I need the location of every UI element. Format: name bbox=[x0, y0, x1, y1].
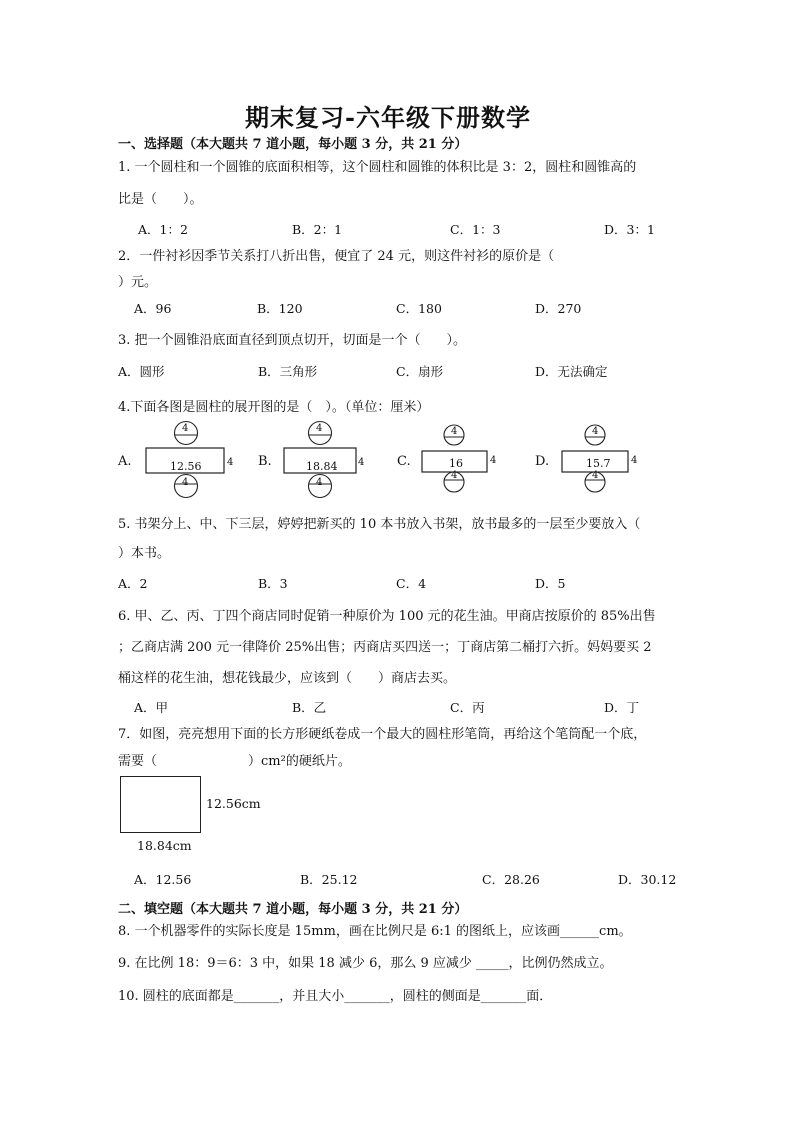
q1-option-a: A．1：2 bbox=[138, 222, 188, 237]
section-heading-fill-in: 二、填空题（本大题共 7 道小题，每小题 3 分，共 21 分） bbox=[118, 902, 468, 917]
q5-text-line1: 5. 书架分上、中、下三层，婷婷把新买的 10 本书放入书架，放书最多的一层至少要放入（ bbox=[118, 517, 641, 532]
q4-figure-d-length: 15.7 bbox=[586, 457, 611, 470]
q4-figure-a-letter: A. bbox=[118, 454, 132, 469]
q4-figure-a-top-diameter: 4 bbox=[182, 423, 189, 434]
q7-width-label: 18.84cm bbox=[137, 838, 192, 853]
q4-figure-d-width: 4 bbox=[631, 455, 638, 466]
q4-figure-b-width: 4 bbox=[358, 457, 365, 468]
q10-text: 10. 圆柱的底面都是_______，并且大小_______，圆柱的侧面是_______面． bbox=[118, 989, 553, 1004]
q1-text-line2: 比是（ ）。 bbox=[118, 192, 203, 207]
q4-figure-b-letter: B. bbox=[258, 454, 272, 469]
q8-text: 8. 一个机器零件的实际长度是 15mm，画在比例尺是 6:1 的图纸上，应该画______cm。 bbox=[118, 924, 632, 939]
q2-option-d: D．270 bbox=[535, 301, 582, 316]
q6-option-a: A．甲 bbox=[134, 700, 169, 715]
q3-option-c: C．扇形 bbox=[396, 364, 444, 379]
q3-option-b: B．三角形 bbox=[258, 364, 318, 379]
section-heading-choice: 一、选择题（本大题共 7 道小题，每小题 3 分，共 21 分） bbox=[118, 137, 468, 152]
q4-figure-b-bottom-diameter: 4 bbox=[316, 477, 323, 488]
q7-text-line1: 7．如图，亮亮想用下面的长方形硬纸卷成一个最大的圆柱形笔筒，再给这个笔筒配一个底， bbox=[118, 727, 647, 742]
q1-text-line1: 1. 一个圆柱和一个圆锥的底面积相等，这个圆柱和圆锥的体积比是 3：2，圆柱和圆锥高的 bbox=[118, 160, 637, 175]
q6-text-line3: 桶这样的花生油，想花钱最少，应该到（ ）商店去买。 bbox=[118, 671, 457, 686]
q7-height-label: 12.56cm bbox=[206, 796, 261, 811]
q7-option-a: A．12.56 bbox=[134, 872, 192, 887]
q6-text-line1: 6. 甲、乙、丙、丁四个商店同时促销一种原价为 100 元的花生油。甲商店按原价的 85%出售 bbox=[118, 609, 656, 624]
q4-figure-c-top-diameter: 4 bbox=[451, 426, 458, 437]
q1-option-d: D．3：1 bbox=[604, 222, 655, 237]
q6-option-c: C．丙 bbox=[450, 700, 485, 715]
q7-option-d: D．30.12 bbox=[618, 872, 677, 887]
q2-option-c: C．180 bbox=[396, 301, 442, 316]
q7-option-b: B．25.12 bbox=[300, 872, 358, 887]
q4-figure-c-bottom-diameter: 4 bbox=[451, 470, 458, 481]
q4-figure-d-bottom-diameter: 4 bbox=[592, 470, 599, 481]
q4-figure-b-length: 18.84 bbox=[306, 460, 338, 473]
q4-figure-a-width: 4 bbox=[227, 457, 234, 468]
q2-option-a: A．96 bbox=[134, 301, 172, 316]
q3-option-a: A．圆形 bbox=[118, 364, 165, 379]
q4-text-line1: 4.下面各图是圆柱的展开图的是（ ）。（单位：厘米） bbox=[118, 400, 430, 415]
q2-text-line1: 2．一件衬衫因季节关系打八折出售，便宜了 24 元，则这件衬衫的原价是（ bbox=[118, 249, 555, 264]
q4-figure-b-top-diameter: 4 bbox=[316, 423, 323, 434]
q4-figure-c-width: 4 bbox=[490, 455, 497, 466]
q4-figure-a-length: 12.56 bbox=[170, 460, 202, 473]
q4-figure-c-letter: C. bbox=[397, 454, 411, 469]
q5-option-c: C．4 bbox=[396, 576, 427, 591]
q2-text-line2: ）元。 bbox=[118, 275, 158, 290]
q7-cardboard-rectangle bbox=[120, 776, 201, 833]
q9-text: 9. 在比例 18：9＝6：3 中，如果 18 减少 6，那么 9 应减少 _____，比例仍然成立。 bbox=[118, 956, 613, 971]
q6-option-b: B．乙 bbox=[292, 700, 327, 715]
q4-figure-d-top-diameter: 4 bbox=[592, 426, 599, 437]
page-title: 期末复习-六年级下册数学 bbox=[245, 103, 531, 132]
q3-option-d: D．无法确定 bbox=[535, 364, 608, 379]
q7-text-line2: 需要（ ）cm²的硬纸片。 bbox=[118, 754, 351, 769]
q2-option-b: B．120 bbox=[257, 301, 303, 316]
q7-option-c: C．28.26 bbox=[482, 872, 540, 887]
q4-figure-c-length: 16 bbox=[449, 457, 463, 470]
q4-figure-a-bottom-diameter: 4 bbox=[182, 477, 189, 488]
q6-text-line2: ；乙商店满 200 元一律降价 25%出售；丙商店买四送一；丁商店第二桶打六折。妈妈要买 2 bbox=[118, 640, 652, 655]
q6-option-d: D．丁 bbox=[604, 700, 640, 715]
q5-option-b: B．3 bbox=[258, 576, 288, 591]
q1-option-c: C．1：3 bbox=[450, 222, 501, 237]
q5-option-a: A．2 bbox=[118, 576, 148, 591]
q1-option-b: B．2：1 bbox=[292, 222, 343, 237]
q3-text-line1: 3. 把一个圆锥沿底面直径到顶点切开，切面是一个（ ）。 bbox=[118, 333, 467, 348]
q5-option-d: D．5 bbox=[535, 576, 566, 591]
q5-text-line2: ）本书。 bbox=[118, 546, 171, 561]
q4-figure-d-letter: D. bbox=[535, 454, 550, 469]
